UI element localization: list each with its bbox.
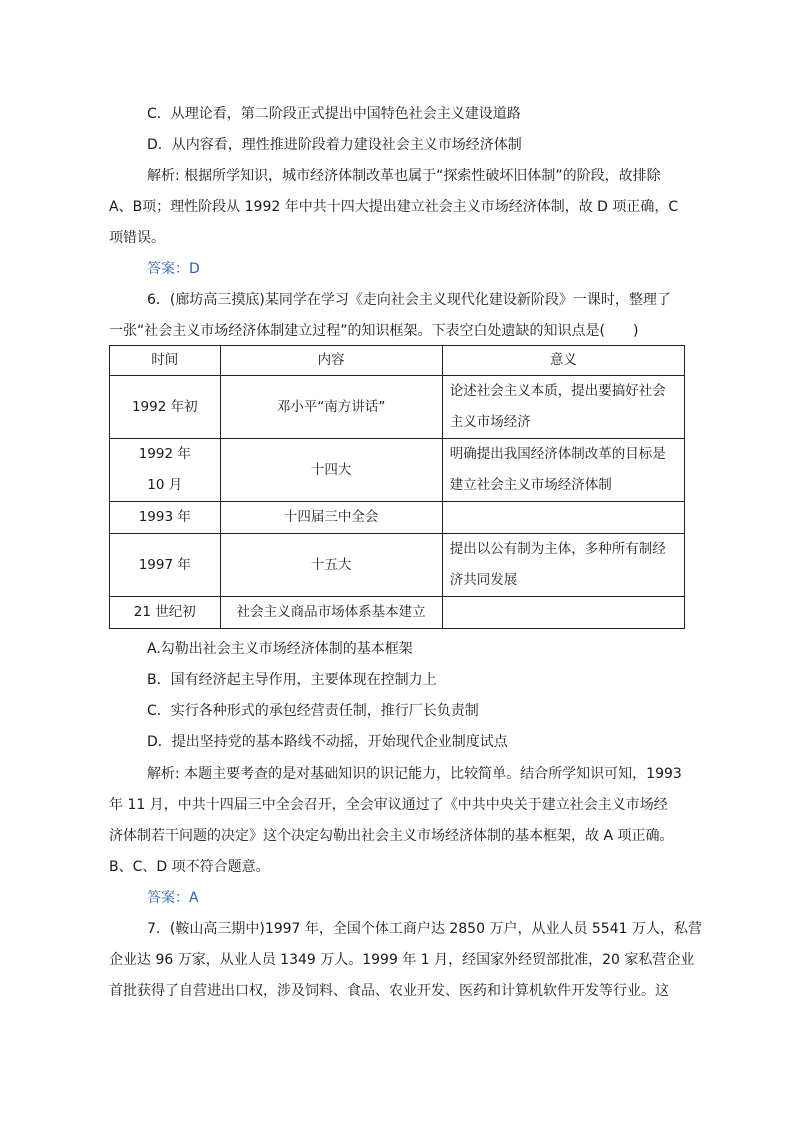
- row-meaning: [442, 376, 684, 439]
- answer-5: 答案：D: [147, 261, 200, 277]
- header-time: 时间: [110, 346, 221, 376]
- time-line-1: 1992 年: [138, 446, 191, 462]
- header-content: 内容: [220, 346, 442, 376]
- table-row: [110, 534, 685, 597]
- analysis-5-line-3: 项错误。: [109, 230, 165, 246]
- option-d-previous: D．从内容看，理性推进阶段着力建设社会主义市场经济体制: [147, 137, 522, 153]
- analysis-6-line-3: 济体制若干问题的决定》这个决定勾勒出社会主义市场经济体制的基本框架，故 A 项正确。: [109, 828, 674, 844]
- time-line-2: 10 月: [147, 477, 183, 493]
- row-time: [110, 376, 221, 439]
- option-6-a: A.勾勒出社会主义市场经济体制的基本框架: [147, 641, 413, 657]
- question-7-line-2: 企业达 96 万家，从业人员 1349 万人。1999 年 1 月，经国家外经贸部批准，20 家私营企业: [109, 952, 695, 968]
- analysis-5-line-2: A、B项；理性阶段从 1992 年中共十四大提出建立社会主义市场经济体制，故 D 项正确，C: [109, 199, 679, 215]
- question-7-line-3: 首批获得了自营进出口权，涉及饲料、食品、农业开发、医药和计算机软件开发等行业。这: [109, 983, 669, 999]
- table-header-row: [110, 346, 685, 376]
- row-time: [110, 439, 221, 502]
- row-content: 社会主义商品市场体系基本建立: [220, 597, 442, 629]
- meaning-line-2: 济共同发展: [449, 572, 518, 588]
- meaning-line-2: 建立社会主义市场经济体制: [449, 477, 612, 493]
- table-row: [110, 376, 685, 439]
- analysis-6-line-1: 解析: 本题主要考查的是对基础知识的识记能力，比较简单。结合所学知识可知，1993: [147, 766, 682, 782]
- option-6-c: C．实行各种形式的承包经营责任制，推行厂长负责制: [147, 703, 479, 719]
- table-row: [110, 597, 685, 629]
- header-meaning: 意义: [442, 346, 684, 376]
- row-content: 十四大: [220, 439, 442, 502]
- meaning-line-1: 明确提出我国经济体制改革的目标是: [449, 446, 666, 462]
- row-time: 1993 年: [110, 502, 221, 534]
- meaning-line-1: 提出以公有制为主体，多种所有制经: [449, 541, 666, 557]
- table-row: [110, 502, 685, 534]
- row-meaning-blank: [442, 597, 684, 629]
- analysis-5-line-1: 解析: 根据所学知识，城市经济体制改革也属于“探索性破坏旧体制”的阶段，故排除: [147, 168, 661, 184]
- analysis-6-line-4: B、C、D 项不符合题意。: [109, 859, 270, 875]
- row-time: 1997 年: [110, 534, 221, 597]
- row-content: 十五大: [220, 534, 442, 597]
- answer-6: 答案：A: [147, 890, 199, 906]
- question-6-line-2: 一张“社会主义市场经济体制建立过程”的知识框架。下表空白处遗缺的知识点是( ): [109, 323, 639, 339]
- time-text: 1992 年初: [131, 398, 198, 415]
- row-meaning: [442, 439, 684, 502]
- row-time: 21 世纪初: [110, 597, 221, 629]
- row-meaning-blank: [442, 502, 684, 534]
- table-row: [110, 439, 685, 502]
- meaning-line-2: 主义市场经济: [449, 414, 531, 430]
- row-content: 十四届三中全会: [220, 502, 442, 534]
- row-meaning: [442, 534, 684, 597]
- meaning-line-1: 论述社会主义本质，提出要搞好社会: [449, 383, 666, 399]
- option-c-previous: C．从理论看，第二阶段正式提出中国特色社会主义建设道路: [147, 106, 521, 122]
- knowledge-framework-table: [109, 345, 685, 629]
- question-6-line-1: 6．(廊坊高三摸底)某同学在学习《走向社会主义现代化建设新阶段》一课时，整理了: [147, 292, 671, 308]
- analysis-6-line-2: 年 11 月，中共十四届三中全会召开，全会审议通过了《中共中央关于建立社会主义市场经: [109, 797, 668, 813]
- row-content: 邓小平“南方讲话”: [220, 376, 442, 439]
- question-7-line-1: 7．(鞍山高三期中)1997 年，全国个体工商户达 2850 万户，从业人员 5541 万人，私营: [147, 921, 702, 937]
- option-6-d: D．提出坚持党的基本路线不动摇，开始现代企业制度试点: [147, 734, 508, 750]
- option-6-b: B．国有经济起主导作用，主要体现在控制力上: [147, 672, 437, 688]
